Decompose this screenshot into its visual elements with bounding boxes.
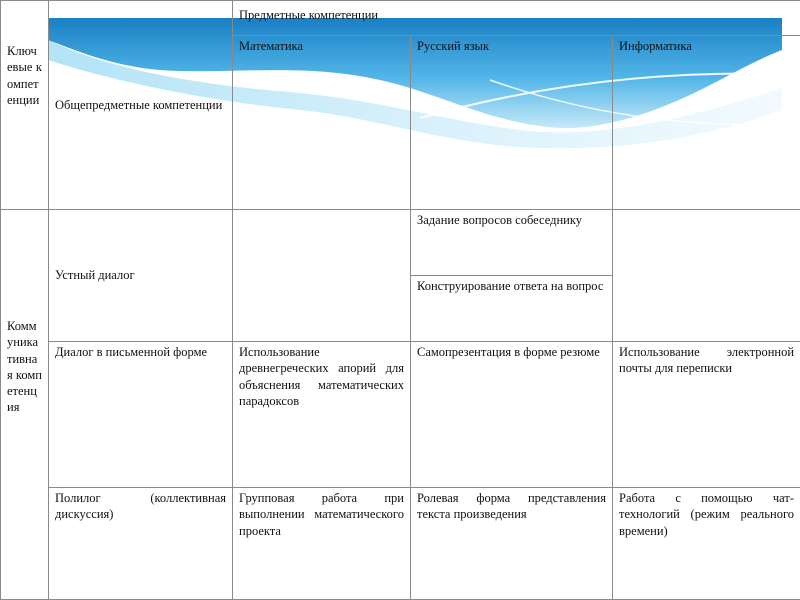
subject-header-math: Математика <box>233 36 411 210</box>
written-dialog-russian: Самопрезентация в форме резюме <box>411 342 613 488</box>
oral-dialog-informatics <box>613 210 800 342</box>
written-dialog-label: Диалог в письменной форме <box>49 342 233 488</box>
oral-dialog-russian-answer: Конструирование ответа на вопрос <box>411 276 613 342</box>
written-dialog-math: Использование древнегреческих апорий для объяснения математических парадоксов <box>233 342 411 488</box>
polylog-informatics: Работа с помощью чат-технологий (режим реального времени) <box>613 488 800 600</box>
key-competences-header: Ключевые компетенции <box>1 1 49 210</box>
subject-competences-header: Предметные компетенции <box>233 1 800 36</box>
general-competences-header: Общепредметные компетенции <box>49 1 233 210</box>
polylog-russian: Ролевая форма представления текста произведения <box>411 488 613 600</box>
polylog-label: Полилог (коллективная дискуссия) <box>49 488 233 600</box>
written-dialog-informatics: Использование электронной почты для переписки <box>613 342 800 488</box>
oral-dialog-math <box>233 210 411 342</box>
subject-header-russian: Русский язык <box>411 36 613 210</box>
polylog-math: Групповая работа при выполнении математического проекта <box>233 488 411 600</box>
subject-header-informatics: Информатика <box>613 36 800 210</box>
oral-dialog-russian-questions: Задание вопросов собеседнику <box>411 210 613 276</box>
communicative-competence-label: Коммуникативная компетенция <box>1 210 49 600</box>
oral-dialog-label: Устный диалог <box>49 210 233 342</box>
